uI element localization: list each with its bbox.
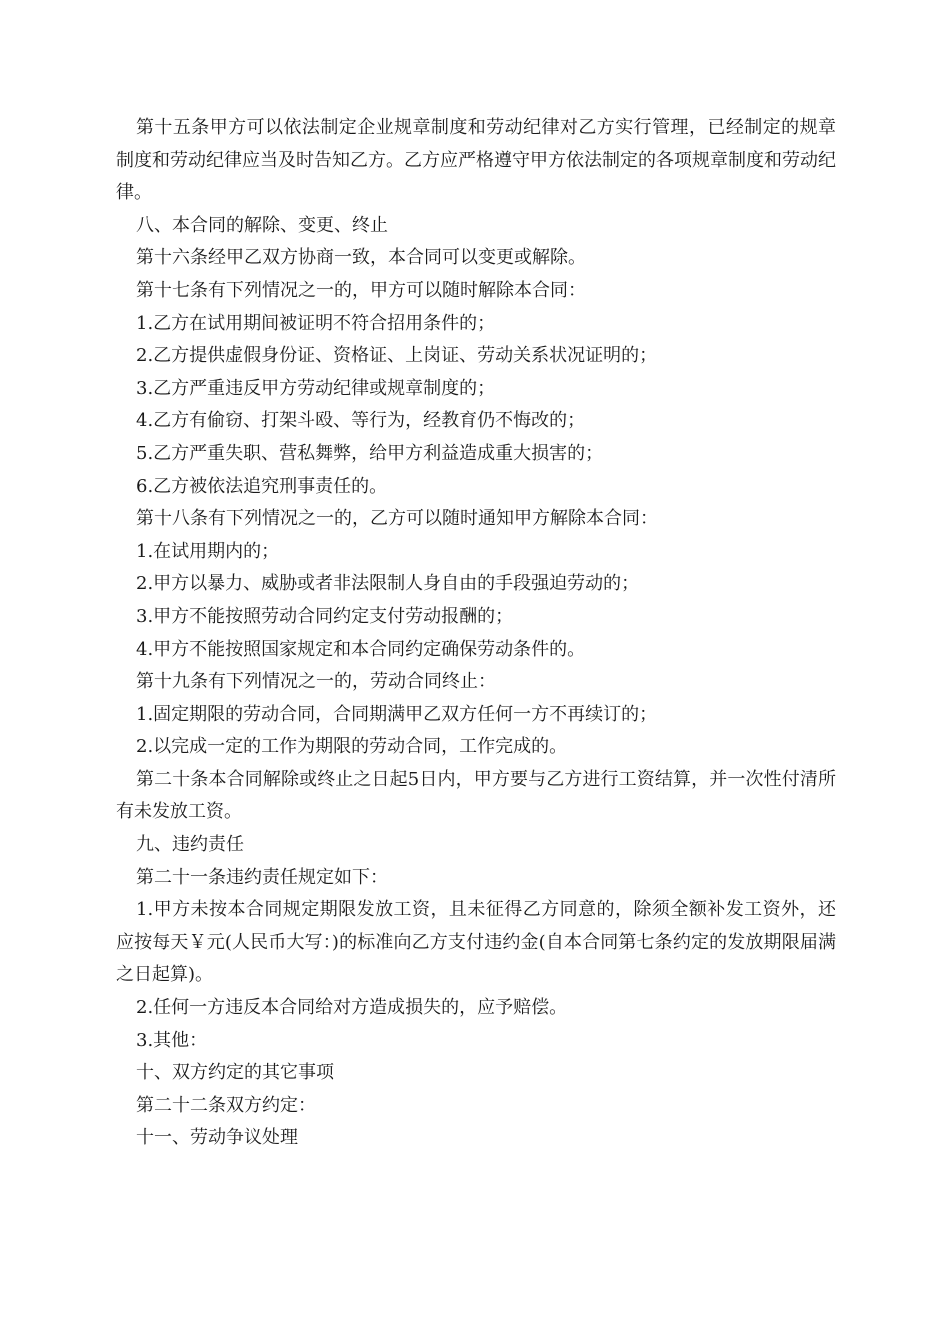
clause-17: 第十七条有下列情况之一的，甲方可以随时解除本合同： [136,279,586,301]
clause-19-item-1: 1.固定期限的劳动合同，合同期满甲乙双方任何一方不再续订的； [136,703,658,725]
section-10-heading: 十、双方约定的其它事项 [136,1062,334,1084]
clause-19: 第十九条有下列情况之一的，劳动合同终止： [136,671,496,693]
clause-16: 第十六条经甲乙双方协商一致，本合同可以变更或解除。 [136,247,586,269]
document-body [116,112,836,1155]
clause-15: 第十五条甲方可以依法制定企业规章制度和劳动纪律对乙方实行管理，已经制定的规章制度和劳动纪律应当及时告知乙方。乙方应严格遵守甲方依法制定的各项规章制度和劳动纪律。 [116,117,836,204]
section-9-heading: 九、违约责任 [136,834,244,856]
clause-18-item-1: 1.在试用期内的； [136,540,280,562]
clause-21-item-2: 2.任何一方违反本合同给对方造成损失的，应予赔偿。 [136,997,568,1019]
clause-17-item-4: 4.乙方有偷窃、打架斗殴、等行为，经教育仍不悔改的； [136,410,586,432]
clause-17-item-6: 6.乙方被依法追究刑事责任的。 [136,475,388,497]
clause-17-item-3: 3.乙方严重违反甲方劳动纪律或规章制度的； [136,377,496,399]
clause-17-item-5: 5.乙方严重失职、营私舞弊，给甲方利益造成重大损害的； [136,442,604,464]
clause-17-item-2: 2.乙方提供虚假身份证、资格证、上岗证、劳动关系状况证明的； [136,345,658,367]
clause-21: 第二十一条违约责任规定如下： [136,866,388,888]
clause-18-item-3: 3.甲方不能按照劳动合同约定支付劳动报酬的； [136,605,514,627]
clause-22: 第二十二条双方约定： [136,1094,316,1116]
clause-21-item-3: 3.其他： [136,1029,208,1051]
clause-19-item-2: 2.以完成一定的工作为期限的劳动合同，工作完成的。 [136,736,568,758]
clause-18-item-4: 4.甲方不能按照国家规定和本合同约定确保劳动条件的。 [136,638,586,660]
clause-18: 第十八条有下列情况之一的，乙方可以随时通知甲方解除本合同： [136,508,658,530]
section-8-heading: 八、本合同的解除、变更、终止 [136,214,388,236]
clause-18-item-2: 2.甲方以暴力、威胁或者非法限制人身自由的手段强迫劳动的； [136,573,640,595]
clause-20: 第二十条本合同解除或终止之日起5日内，甲方要与乙方进行工资结算，并一次性付清所有未发放工资。 [116,768,836,823]
clause-21-item-1: 1.甲方未按本合同规定期限发放工资，且未征得乙方同意的，除须全额补发工资外，还应按每天￥元(人民币大写：)的标准向乙方支付违约金(自本合同第七条约定的发放期限届满之日起算)。 [116,899,836,986]
section-11-heading: 十一、劳动争议处理 [136,1127,298,1149]
clause-17-item-1: 1.乙方在试用期间被证明不符合招用条件的； [136,312,496,334]
